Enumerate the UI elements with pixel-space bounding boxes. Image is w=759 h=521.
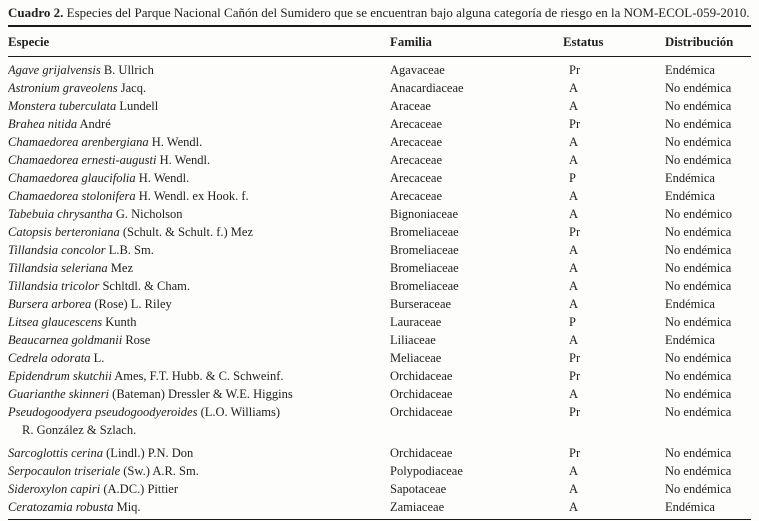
- distribucion-cell: No endémica: [665, 153, 732, 167]
- familia-cell: Bromeliaceae: [390, 261, 459, 275]
- table-row: [0, 331, 759, 349]
- estatus-cell: A: [569, 482, 579, 496]
- distribucion-cell: No endémica: [665, 369, 732, 383]
- table-body: [0, 57, 759, 519]
- table-row: [0, 462, 759, 480]
- species-cell: [8, 367, 390, 385]
- species-cell: [8, 277, 390, 295]
- header-especie: Especie: [8, 35, 50, 49]
- species-cell: [8, 498, 390, 516]
- familia-cell: Bromeliaceae: [390, 279, 459, 293]
- distribucion-cell: No endémica: [665, 482, 732, 496]
- species-name: Astronium graveolens: [8, 81, 118, 95]
- species-cell: [8, 61, 390, 79]
- table-row: [0, 385, 759, 403]
- estatus-cell: Pr: [569, 117, 581, 131]
- distribucion-cell: No endémica: [665, 135, 732, 149]
- species-line1: [8, 403, 390, 421]
- species-name: Chamaedorea ernesti-augusti: [8, 153, 157, 167]
- familia-cell: Polypodiaceae: [390, 464, 463, 478]
- table-row: [0, 115, 759, 133]
- species-author: Schltdl. & Cham.: [99, 279, 190, 293]
- distribucion-cell: No endémica: [665, 243, 732, 257]
- distribucion-cell: No endémica: [665, 261, 732, 275]
- species-cell: [8, 187, 390, 205]
- species-cell: [8, 223, 390, 241]
- table-row: [0, 259, 759, 277]
- distribucion-cell: No endémica: [665, 464, 732, 478]
- estatus-cell: A: [569, 153, 579, 167]
- species-cell: [8, 295, 390, 313]
- table-row: [0, 97, 759, 115]
- distribucion-cell: Endémica: [665, 500, 715, 514]
- distribucion-cell: No endémica: [665, 81, 732, 95]
- species-author: (Schult. & Schult. f.) Mez: [119, 225, 254, 239]
- species-author: (Rose) L. Riley: [91, 297, 172, 311]
- estatus-cell: A: [569, 135, 579, 149]
- familia-cell: Zamiaceae: [390, 500, 445, 514]
- familia-cell: Orchidaceae: [390, 405, 453, 419]
- species-author: L.: [90, 351, 105, 365]
- header-familia: Familia: [390, 35, 432, 49]
- species-cell: [8, 331, 390, 349]
- table-row: [0, 151, 759, 169]
- distribucion-cell: Endémica: [665, 189, 715, 203]
- species-author: H. Wendl.: [148, 135, 203, 149]
- distribucion-cell: No endémica: [665, 99, 732, 113]
- familia-cell: Burseraceae: [390, 297, 452, 311]
- estatus-cell: Pr: [569, 369, 581, 383]
- table-row: [0, 349, 759, 367]
- table-caption-text: Especies del Parque Nacional Cañón del Sumidero que se encuentran bajo alguna categoría de riesgo en la NOM-ECOL-059-2010.: [63, 5, 750, 20]
- table-row: [0, 313, 759, 331]
- species-name: Guarianthe skinneri: [8, 387, 110, 401]
- species-author: Kunth: [102, 315, 137, 329]
- species-name: Ceratozamia robusta: [8, 500, 114, 514]
- estatus-cell: A: [569, 500, 579, 514]
- species-cell: [8, 259, 390, 277]
- estatus-cell: Pr: [569, 405, 581, 419]
- estatus-cell: A: [569, 81, 579, 95]
- familia-cell: Arecaceae: [390, 117, 443, 131]
- species-name: Sideroxylon capiri: [8, 482, 101, 496]
- species-cell: [8, 444, 390, 462]
- familia-cell: Bromeliaceae: [390, 225, 459, 239]
- species-cell: [8, 313, 390, 331]
- table-row: [0, 403, 759, 439]
- species-name: Cedrela odorata: [8, 351, 91, 365]
- table-caption: [0, 0, 759, 25]
- familia-cell: Arecaceae: [390, 153, 443, 167]
- header-distribucion: Distribución: [665, 35, 734, 49]
- species-name: Chamaedorea stolonifera: [8, 189, 136, 203]
- familia-cell: Arecaceae: [390, 135, 443, 149]
- distribucion-cell: No endémica: [665, 315, 732, 329]
- table-caption-number: Cuadro 2.: [8, 5, 64, 20]
- distribucion-cell: Endémica: [665, 63, 715, 77]
- species-cell: [8, 241, 390, 259]
- species-name: Catopsis berteroniana: [8, 225, 120, 239]
- species-author: H. Wendl.: [135, 171, 190, 185]
- table-row: [0, 444, 759, 462]
- species-author: H. Wendl. ex Hook. f.: [135, 189, 249, 203]
- estatus-cell: A: [569, 99, 579, 113]
- familia-cell: Orchidaceae: [390, 387, 453, 401]
- species-name: Epidendrum skutchii: [8, 369, 112, 383]
- estatus-cell: Pr: [569, 225, 581, 239]
- familia-cell: Orchidaceae: [390, 369, 453, 383]
- species-cell: [8, 97, 390, 115]
- familia-cell: Bignoniaceae: [390, 207, 459, 221]
- table-row: [0, 187, 759, 205]
- distribucion-cell: No endémica: [665, 279, 732, 293]
- species-cell: [8, 169, 390, 187]
- estatus-cell: P: [569, 171, 576, 185]
- species-author: G. Nicholson: [112, 207, 183, 221]
- table-row: [0, 241, 759, 259]
- table-row: [0, 498, 759, 516]
- table-row: [0, 277, 759, 295]
- familia-cell: Arecaceae: [390, 189, 443, 203]
- species-author: Jacq.: [117, 81, 147, 95]
- familia-cell: Liliaceae: [390, 333, 436, 347]
- distribucion-cell: Endémica: [665, 171, 715, 185]
- table-row: [0, 61, 759, 79]
- species-cell: [8, 79, 390, 97]
- species-cell: [8, 115, 390, 133]
- species-cell: [8, 403, 390, 439]
- species-name: Chamaedorea glaucifolia: [8, 171, 136, 185]
- species-name: Tillandsia tricolor: [8, 279, 100, 293]
- species-author: (Sw.) A.R. Sm.: [120, 464, 199, 478]
- species-cell: [8, 151, 390, 169]
- species-author: (A.DC.) Pittier: [100, 482, 179, 496]
- table-row: [0, 367, 759, 385]
- species-cell: [8, 133, 390, 151]
- species-name: Tabebuia chrysantha: [8, 207, 113, 221]
- familia-cell: Orchidaceae: [390, 446, 453, 460]
- estatus-cell: A: [569, 279, 579, 293]
- estatus-cell: Pr: [569, 351, 581, 365]
- distribucion-cell: No endémica: [665, 225, 732, 239]
- familia-cell: Sapotaceae: [390, 482, 447, 496]
- species-author: B. Ullrich: [100, 63, 154, 77]
- species-name: Sarcoglottis cerina: [8, 446, 104, 460]
- familia-cell: Arecaceae: [390, 171, 443, 185]
- species-name: Pseudogoodyera pseudogoodyeroides: [8, 405, 198, 419]
- species-author: L.B. Sm.: [105, 243, 154, 257]
- species-author: (L.O. Williams): [197, 405, 281, 419]
- species-author: (Bateman) Dressler & W.E. Higgins: [109, 387, 293, 401]
- familia-cell: Agavaceae: [390, 63, 445, 77]
- estatus-cell: P: [569, 315, 576, 329]
- species-cell: [8, 349, 390, 367]
- species-name: Tillandsia seleriana: [8, 261, 108, 275]
- estatus-cell: A: [569, 189, 579, 203]
- table-row: [0, 480, 759, 498]
- familia-cell: Bromeliaceae: [390, 243, 459, 257]
- familia-cell: Araceae: [390, 99, 431, 113]
- species-author: André: [77, 117, 111, 131]
- table-header-row: [0, 27, 759, 56]
- familia-cell: Meliaceae: [390, 351, 442, 365]
- estatus-cell: Pr: [569, 446, 581, 460]
- species-author: Mez: [107, 261, 134, 275]
- estatus-cell: A: [569, 297, 579, 311]
- distribucion-cell: Endémica: [665, 297, 715, 311]
- species-author: H. Wendl.: [156, 153, 211, 167]
- species-cell: [8, 205, 390, 223]
- table-row: [0, 133, 759, 151]
- species-author: Lundell: [116, 99, 159, 113]
- estatus-cell: A: [569, 261, 579, 275]
- table-row: [0, 79, 759, 97]
- estatus-cell: A: [569, 333, 579, 347]
- species-author: Ames, F.T. Hubb. & C. Schweinf.: [111, 369, 284, 383]
- header-estatus: Estatus: [563, 35, 604, 49]
- familia-cell: Anacardiaceae: [390, 81, 464, 95]
- distribucion-cell: No endémica: [665, 387, 732, 401]
- table-row: [0, 295, 759, 313]
- distribucion-cell: No endémica: [665, 351, 732, 365]
- familia-cell: Lauraceae: [390, 315, 442, 329]
- estatus-cell: A: [569, 464, 579, 478]
- species-name: Beaucarnea goldmanii: [8, 333, 123, 347]
- species-name: Agave grijalvensis: [8, 63, 101, 77]
- table-row: [0, 205, 759, 223]
- estatus-cell: Pr: [569, 63, 581, 77]
- distribucion-cell: No endémica: [665, 405, 732, 419]
- species-cell: [8, 385, 390, 403]
- species-name: Brahea nitida: [8, 117, 78, 131]
- species-cell: [8, 462, 390, 480]
- table-row: [0, 169, 759, 187]
- species-name: Litsea glaucescens: [8, 315, 103, 329]
- estatus-cell: A: [569, 387, 579, 401]
- species-name: Bursera arborea: [8, 297, 92, 311]
- species-name: Tillandsia concolor: [8, 243, 106, 257]
- species-cell: [8, 480, 390, 498]
- species-author: (Lindl.) P.N. Don: [103, 446, 194, 460]
- species-author: Miq.: [113, 500, 141, 514]
- species-author-line2: R. González & Szlach.: [22, 423, 137, 437]
- species-name: Monstera tuberculata: [8, 99, 117, 113]
- distribucion-cell: Endémica: [665, 333, 715, 347]
- species-name: Serpocaulon triseriale: [8, 464, 121, 478]
- table-row: [0, 223, 759, 241]
- estatus-cell: A: [569, 207, 579, 221]
- distribucion-cell: No endémico: [665, 207, 732, 221]
- species-name: Chamaedorea arenbergiana: [8, 135, 149, 149]
- species-author: Rose: [122, 333, 151, 347]
- distribucion-cell: No endémica: [665, 446, 732, 460]
- estatus-cell: A: [569, 243, 579, 257]
- distribucion-cell: No endémica: [665, 117, 732, 131]
